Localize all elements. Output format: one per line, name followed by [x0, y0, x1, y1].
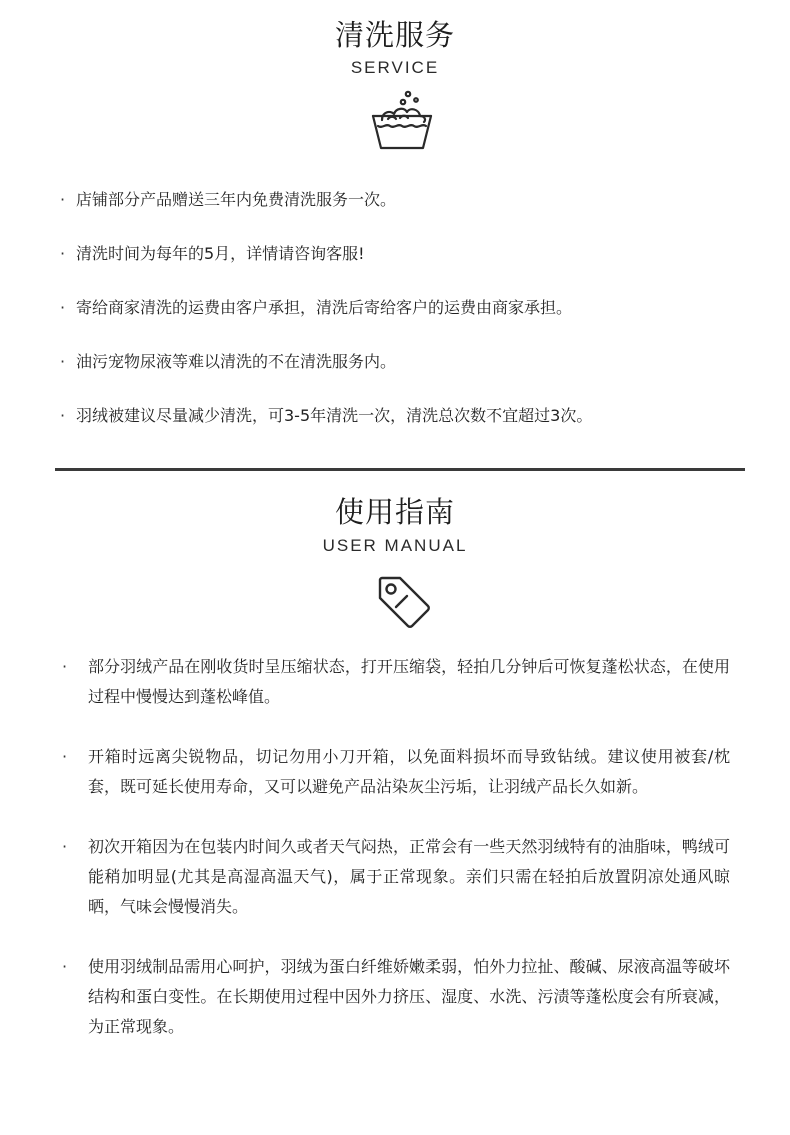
service-item-text: 油污宠物尿液等难以清洗的不在清洗服务内。 — [76, 352, 397, 371]
list-item — [62, 742, 730, 802]
list-item — [62, 952, 730, 1042]
manual-list — [62, 652, 730, 1072]
list-item — [62, 832, 730, 922]
bullet-dot: · — [60, 406, 66, 425]
manual-title: 使用指南 — [334, 495, 455, 529]
service-item-text: 清洗时间为每年的5月，详情请咨询客服! — [76, 244, 365, 263]
service-list — [60, 188, 760, 458]
wash-basin-icon — [370, 90, 434, 156]
bullet-dot: · — [62, 837, 68, 856]
list-item — [60, 296, 760, 320]
section-divider — [55, 468, 745, 471]
manual-item-text: 初次开箱因为在包装内时间久或者天气闷热，正常会有一些天然羽绒特有的油脂味，鸭绒可能稍加明显(尤其是高湿高温天气)，属于正常现象。亲们只需在轻拍后放置阴凉处通风晾晒，气味会慢慢消失。 — [88, 837, 730, 916]
service-item-text: 羽绒被建议尽量减少清洗，可3-5年清洗一次，清洗总次数不宜超过3次。 — [76, 406, 593, 425]
bullet-dot: · — [62, 957, 68, 976]
bullet-dot: · — [60, 190, 66, 209]
bullet-dot: · — [60, 244, 66, 263]
service-subtitle: SERVICE — [350, 58, 440, 77]
tag-icon — [374, 574, 432, 630]
manual-item-text: 开箱时远离尖锐物品，切记勿用小刀开箱，以免面料损坏而导致钻绒。建议使用被套/枕套，既可延长使用寿命，又可以避免产品沾染灰尘污垢，让羽绒产品长久如新。 — [88, 747, 730, 796]
service-item-text: 寄给商家清洗的运费由客户承担，清洗后寄给客户的运费由商家承担。 — [76, 298, 573, 317]
service-title: 清洗服务 — [334, 18, 455, 52]
bullet-dot: · — [62, 657, 68, 676]
bullet-dot: · — [62, 747, 68, 766]
bullet-dot: · — [60, 298, 66, 317]
list-item — [60, 188, 760, 212]
list-item — [60, 350, 760, 374]
bullet-dot: · — [60, 352, 66, 371]
manual-subtitle: USER MANUAL — [322, 536, 468, 555]
list-item — [62, 652, 730, 712]
manual-item-text: 使用羽绒制品需用心呵护，羽绒为蛋白纤维娇嫩柔弱，怕外力拉扯、酸碱、尿液高温等破坏结构和蛋白变性。在长期使用过程中因外力挤压、湿度、水洗、污渍等蓬松度会有所衰减，为正常现象。 — [88, 957, 730, 1036]
list-item — [60, 404, 760, 428]
service-item-text: 店铺部分产品赠送三年内免费清洗服务一次。 — [76, 190, 397, 209]
list-item — [60, 242, 760, 266]
manual-item-text: 部分羽绒产品在刚收货时呈压缩状态，打开压缩袋，轻拍几分钟后可恢复蓬松状态，在使用过程中慢慢达到蓬松峰值。 — [88, 657, 730, 706]
